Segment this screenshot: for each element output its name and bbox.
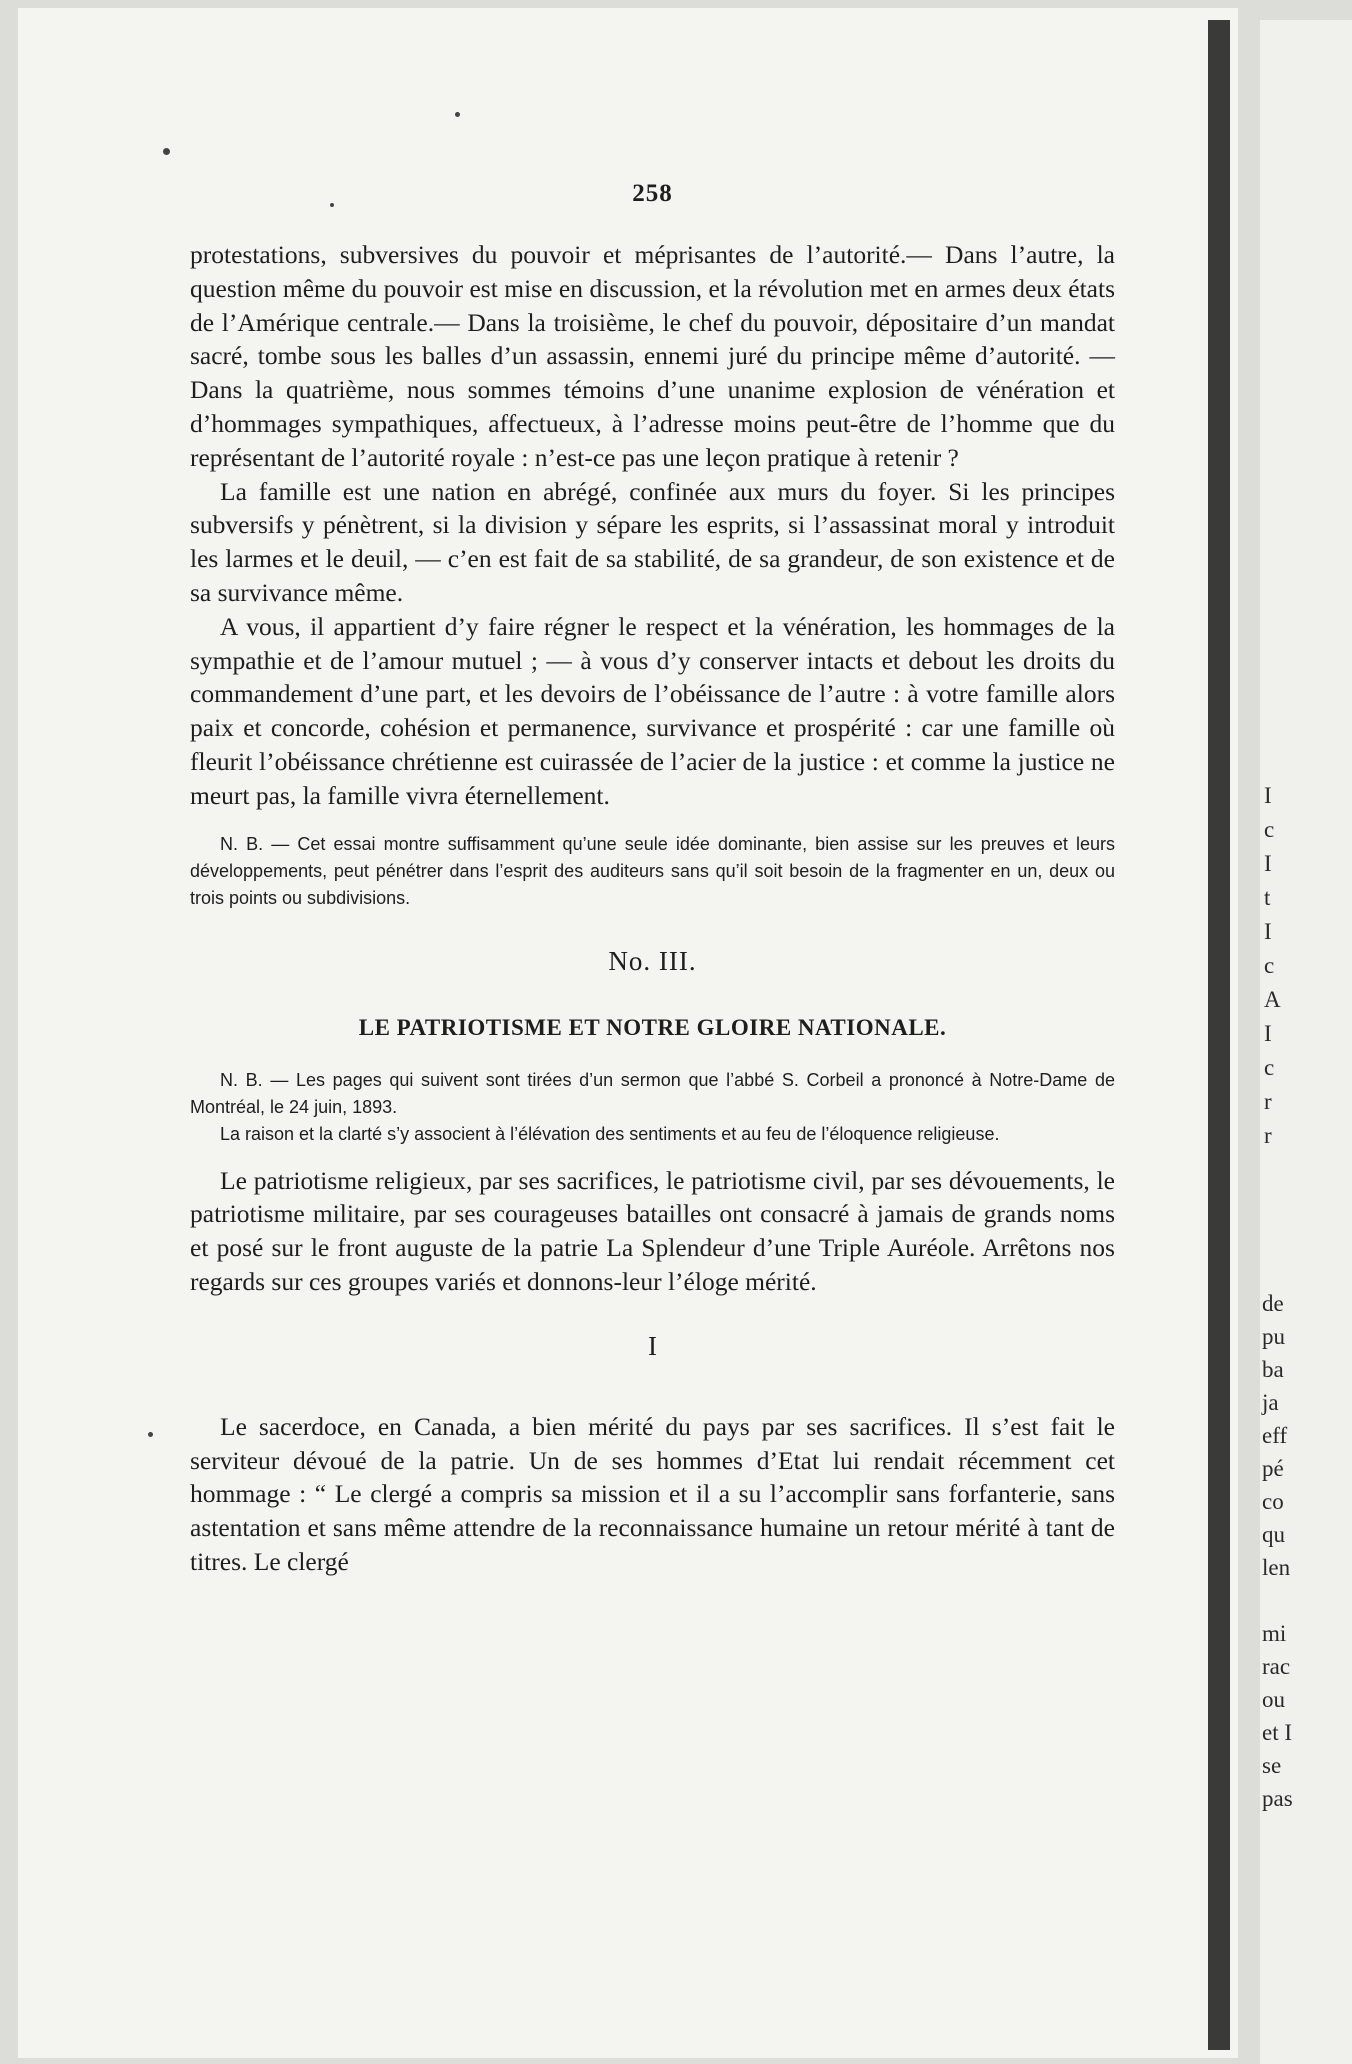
paragraph-last: Le sacerdoce, en Canada, a bien mérité du pays par ses sacrifices. Il s’est fait le serviteur dévoué de la patrie. Un de ses hommes d’Etat lui rendait récemment cet hommage : “ Le clergé a compris sa mission et il a su l’accomplir sans forfanterie, sans astentation et sans même attendre de la reconnaissance humaine un retour mérité à tant de titres. Le clergé [190,1411,1115,1576]
facing-page-edge [1260,20,1352,2064]
facing-page-fragment: c [1264,817,1275,842]
facing-page-fragment: c [1264,1055,1275,1080]
page-number: 258 [632,180,673,207]
facing-page-fragment: I [1264,919,1272,944]
facing-page-fragment: co [1262,1489,1284,1514]
facing-page-fragment: r [1264,1123,1272,1148]
facing-page-fragment: A [1264,987,1281,1012]
intro-note: N. B. — Les pages qui suivent sont tirées d’un sermon que l’abbé S. Corbeil a prononcé à Notre-Dame de Montréal, le 24 juin, 1893. [190,1069,1115,1117]
speck-mark [148,1432,153,1437]
paragraph: A vous, il appartient d’y faire régner le respect et la vénération, les hommages de la sympathie et de l’amour mutuel ; — à vous d’y conserver intacts et debout les droits du commandement d’une part, et les devoirs de l’obéissance de l’autre : à votre famille alors paix et concorde, cohésion et permanence, survivance et prospérité : car une famille où fleurit l’obéissance chrétienne est cuirassée de l’acier de la justice : et comme la justice ne meurt pas, la famille vivra éternellement. [190,611,1115,810]
paragraph: protestations, subversives du pouvoir et méprisantes de l’autorité.— Dans l’autre, la question même du pouvoir est mise en discussion, et la révolution met en armes deux états de l’Amérique centrale.— Dans la troisième, le chef du pouvoir, dépositaire d’un mandat sacré, tombe sous les balles d’un assassin, ennemi juré du principe même d’autorité. — Dans la quatrième, nous sommes témoins d’une unanime explosion de vénération et d’hommages sympathiques, affectueux, à l’adresse moins peut-être de l’homme que du représentant de l’autorité royale : n’est-ce pas une leçon pratique à retenir ? [190,240,1115,472]
intro-note-2: La raison et la clarté s’y associent à l’élévation des sentiments et au feu de l’éloquence religieuse. [220,1123,1000,1144]
facing-page-fragment: de [1262,1291,1284,1316]
facing-page-fragment: c [1264,953,1275,978]
facing-page-fragment: mi [1262,1621,1287,1646]
speck-mark [163,148,170,155]
roman-heading: I [648,1330,657,1361]
facing-page-fragment: rac [1262,1654,1291,1679]
facing-page-fragment: pu [1262,1324,1285,1349]
facing-page-fragment: eff [1262,1423,1288,1448]
page-content [190,180,1115,1579]
paragraph: La famille est une nation en abrégé, confinée aux murs du foyer. Si les principes subversifs y pénètrent, si la division y sépare les esprits, si l’assassinat moral y introduit les larmes et le deuil, — c’en est fait de sa stabilité, de sa grandeur, de son existence et de sa survivance même. [190,476,1115,607]
facing-page-fragment: ja [1262,1390,1279,1415]
facing-page-fragment: pas [1262,1786,1293,1811]
facing-page-fragment: ba [1262,1357,1284,1382]
speck-mark [455,112,460,117]
facing-page-fragment: qu [1262,1522,1285,1547]
facing-page-fragment: et I [1262,1720,1293,1745]
facing-page-fragment: I [1264,783,1272,808]
book-gutter [1208,20,1230,2050]
facing-page-fragment: pé [1262,1456,1284,1481]
facing-page-fragment: ou [1262,1687,1285,1712]
facing-page-fragment: r [1264,1089,1272,1114]
section-label: No. III. [608,945,697,976]
chapter-title: LE PATRIOTISME ET NOTRE GLOIRE NATIONALE. [358,1014,947,1040]
footnote-nb: N. B. — Cet essai montre suffisamment qu’une seule idée dominante, bien assise sur les preuves et leurs développements, peut pénétrer dans l’esprit des auditeurs sans qu’il soit besoin de la fragmenter en un, deux ou trois points ou subdivisions. [190,833,1115,908]
facing-page-fragment: se [1262,1753,1282,1778]
facing-page-fragment: len [1262,1555,1291,1580]
body-text-top [190,238,1115,813]
paragraph-intro: Le patriotisme religieux, par ses sacrifices, le patriotisme civil, par ses dévouements, le patriotisme militaire, par ses courageuses batailles ont consacré à jamais de grands noms et posé sur le front auguste de la patrie La Splendeur d’une Triple Auréole. Arrêtons nos regards sur ces groupes variés et donnons-leur l’éloge mérité. [190,1165,1115,1296]
facing-page-fragment: I [1264,1021,1272,1046]
facing-page-fragment: I [1264,851,1272,876]
facing-page-fragment: t [1264,885,1271,910]
